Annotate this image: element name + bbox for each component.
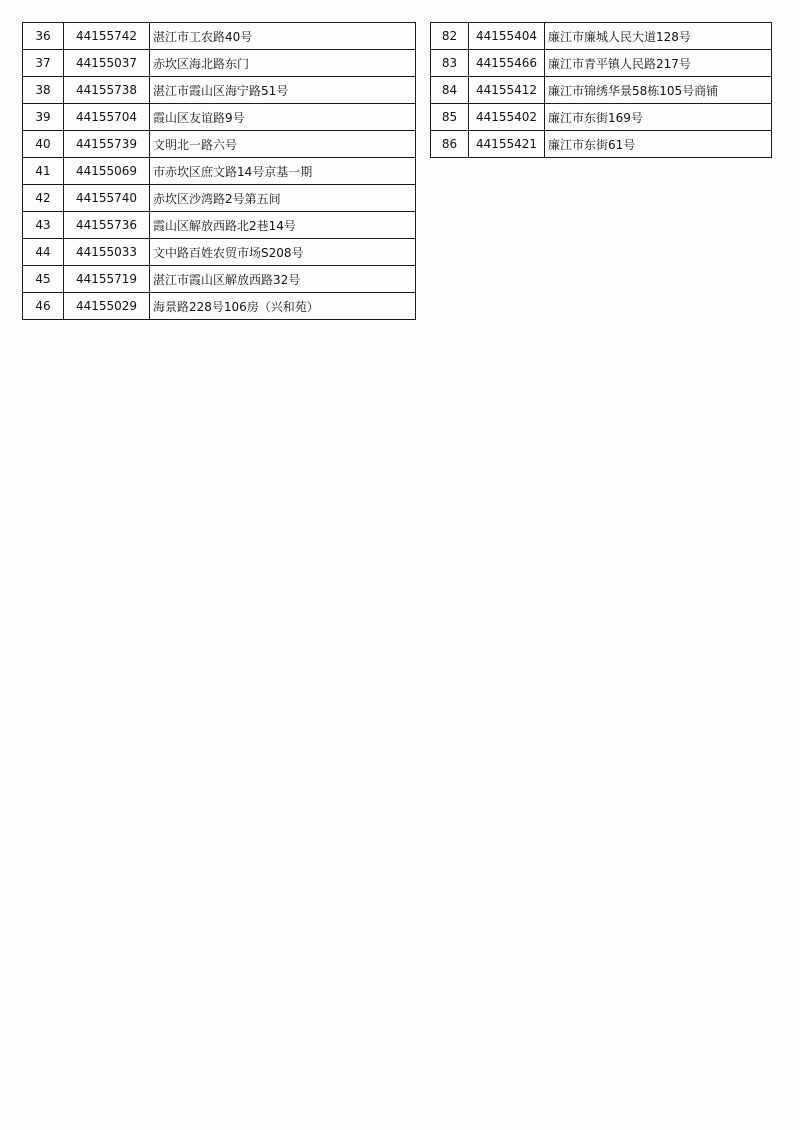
row-number: 43 [23, 212, 64, 239]
row-number: 83 [431, 50, 469, 77]
store-address: 湛江市霞山区海宁路51号 [150, 77, 416, 104]
row-number: 86 [431, 131, 469, 158]
row-number: 44 [23, 239, 64, 266]
store-address: 廉江市青平镇人民路217号 [545, 50, 772, 77]
store-code: 44155037 [64, 50, 150, 77]
store-code: 44155719 [64, 266, 150, 293]
store-address: 廉江市东街61号 [545, 131, 772, 158]
table-row [23, 212, 416, 239]
store-address: 海景路228号106房（兴和苑） [150, 293, 416, 320]
row-number: 39 [23, 104, 64, 131]
store-address: 赤坎区沙湾路2号第五间 [150, 185, 416, 212]
table-row [23, 266, 416, 293]
left-address-table [22, 22, 416, 320]
row-number: 84 [431, 77, 469, 104]
table-row [23, 185, 416, 212]
row-number: 82 [431, 23, 469, 50]
store-code: 44155033 [64, 239, 150, 266]
table-row [431, 50, 772, 77]
store-code: 44155736 [64, 212, 150, 239]
store-code: 44155421 [469, 131, 545, 158]
store-code: 44155742 [64, 23, 150, 50]
row-number: 46 [23, 293, 64, 320]
row-number: 41 [23, 158, 64, 185]
store-address: 廉江市锦绣华景58栋105号商铺 [545, 77, 772, 104]
store-code: 44155402 [469, 104, 545, 131]
row-number: 36 [23, 23, 64, 50]
store-code: 44155069 [64, 158, 150, 185]
row-number: 38 [23, 77, 64, 104]
store-code: 44155738 [64, 77, 150, 104]
store-address: 霞山区解放西路北2巷14号 [150, 212, 416, 239]
store-code: 44155404 [469, 23, 545, 50]
table-row [23, 239, 416, 266]
row-number: 37 [23, 50, 64, 77]
row-number: 45 [23, 266, 64, 293]
table-row [23, 50, 416, 77]
table-row [431, 104, 772, 131]
table-row [23, 104, 416, 131]
right-address-table [430, 22, 772, 158]
table-row [23, 23, 416, 50]
table-row [23, 293, 416, 320]
store-address: 湛江市工农路40号 [150, 23, 416, 50]
store-address: 湛江市霞山区解放西路32号 [150, 266, 416, 293]
store-address: 文中路百姓农贸市场S208号 [150, 239, 416, 266]
store-address: 廉江市东街169号 [545, 104, 772, 131]
table-row [23, 158, 416, 185]
table-row [23, 77, 416, 104]
store-code: 44155466 [469, 50, 545, 77]
table-row [431, 131, 772, 158]
row-number: 85 [431, 104, 469, 131]
store-address: 市赤坎区庶文路14号京基一期 [150, 158, 416, 185]
store-code: 44155412 [469, 77, 545, 104]
row-number: 42 [23, 185, 64, 212]
store-code: 44155739 [64, 131, 150, 158]
store-address: 文明北一路六号 [150, 131, 416, 158]
store-address: 廉江市廉城人民大道128号 [545, 23, 772, 50]
store-code: 44155740 [64, 185, 150, 212]
table-row [23, 131, 416, 158]
store-code: 44155029 [64, 293, 150, 320]
store-address: 霞山区友谊路9号 [150, 104, 416, 131]
store-code: 44155704 [64, 104, 150, 131]
table-row [431, 77, 772, 104]
table-row [431, 23, 772, 50]
store-address: 赤坎区海北路东门 [150, 50, 416, 77]
row-number: 40 [23, 131, 64, 158]
